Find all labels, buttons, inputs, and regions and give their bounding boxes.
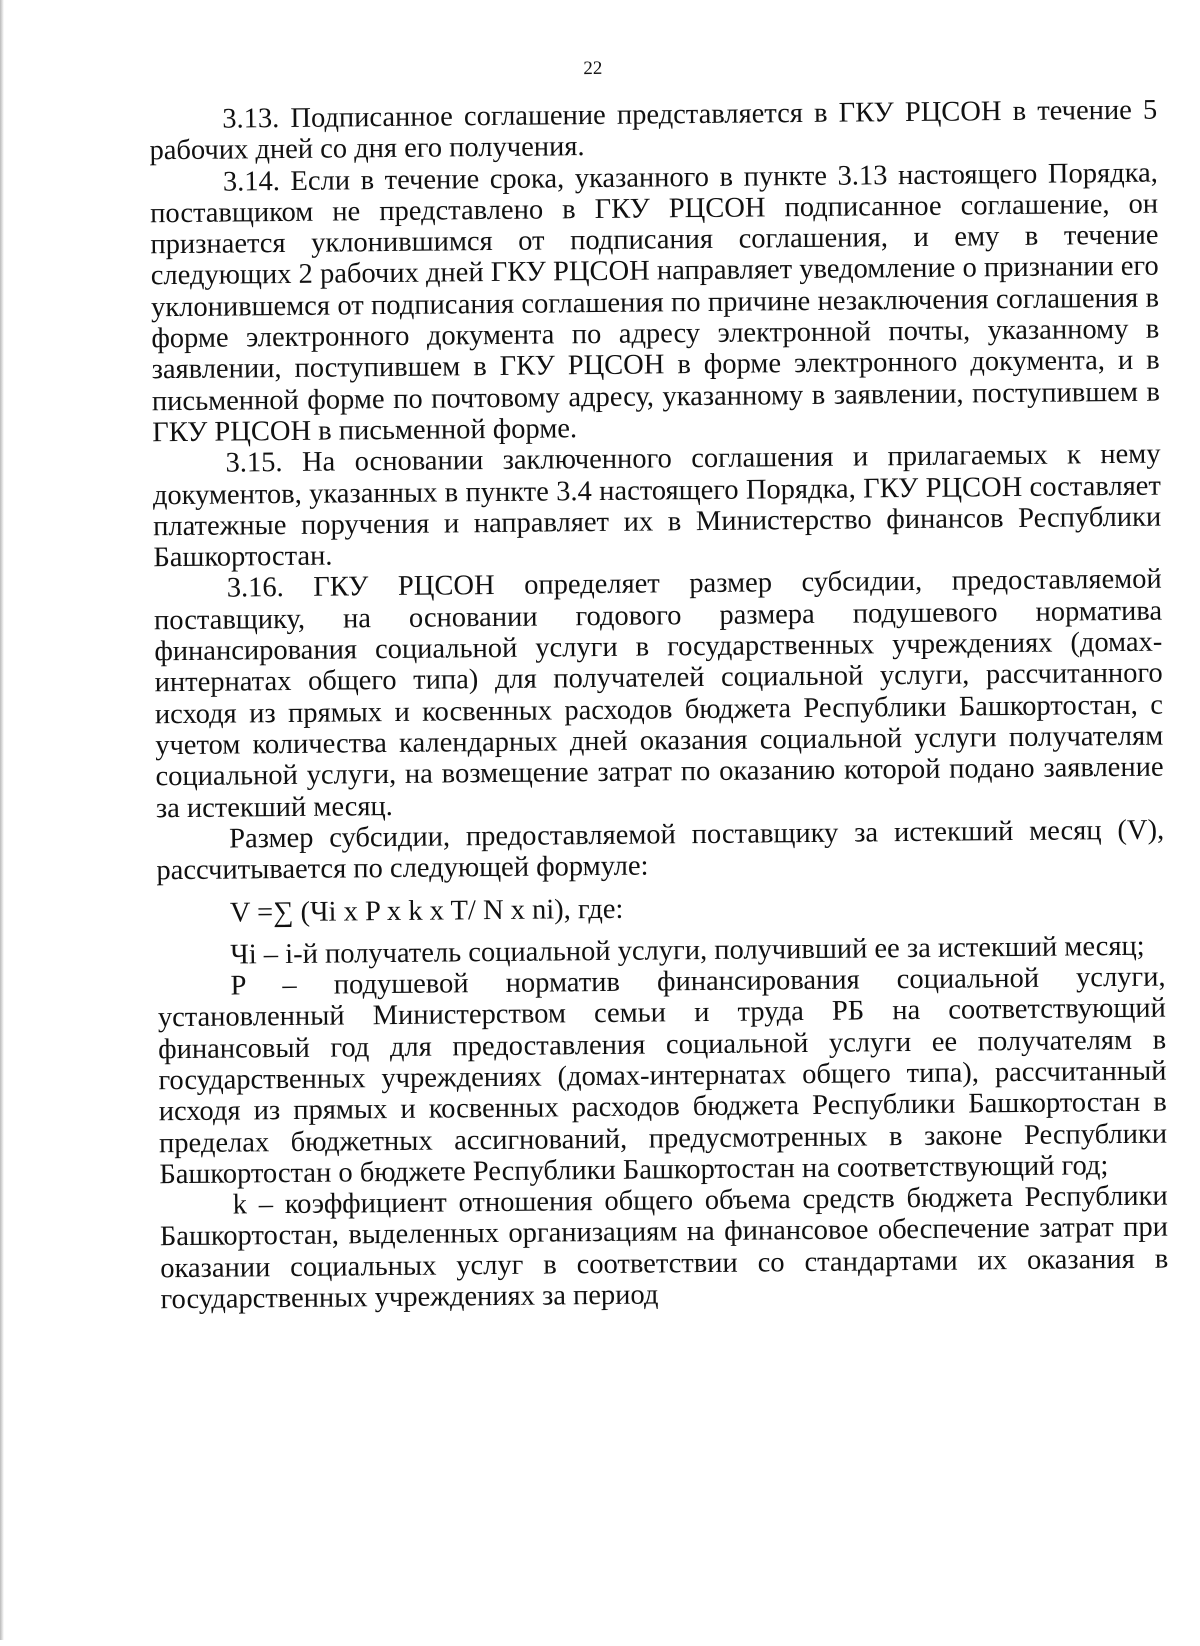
- subsidy-formula: V =∑ (Чi x P x k x T/ N x ni), где:: [229, 894, 624, 929]
- page-number: 22: [583, 57, 603, 80]
- document-body: [149, 95, 1169, 1316]
- paragraph-3-16: 3.16. ГКУ РЦСОН определяет размер субсидии, предоставляемой поставщику, на основании годового размера подушевого норматива финансирования социальной услуги в государственных учреждениях (домах-интернатах общего типа) для получателей социальной услуги, рассчитанного исходя из прямых и косвенных расходов бюджета Республики Башкортостан, с учетом количества календарных дней оказания социальной услуги получателям социальной услуги, на возмещение затрат по оказанию которой подано заявление за истекший месяц.: [153, 564, 1164, 824]
- definition-chi: Чi – i-й получатель социальной услуги, получивший ее за истекший месяц;: [230, 930, 1145, 971]
- paragraph-subsidy-size: Размер субсидии, предоставляемой поставщику за истекший месяц (V), рассчитывается по следующей формуле:: [156, 814, 1165, 887]
- paragraph-3-14: 3.14. Если в течение срока, указанного в пункте 3.13 настоящего Порядка, поставщиком не представлено в ГКУ РЦСОН подписанное соглашение, он признается уклонившимся от подписания соглашения, и ему в течение следующих 2 рабочих дней ГКУ РЦСОН направляет уведомление о признании его уклонившемся от подписания соглашения по причине незаключения соглашения в форме электронного документа по адресу электронной почты, указанному в заявлении, поступившем в ГКУ РЦСОН в форме электронного документа, и в письменной форме по почтовому адресу, указанному в заявлении, поступившем в ГКУ РЦСОН в письменной форме.: [150, 157, 1161, 449]
- definition-k: k – коэффициент отношения общего объема средств бюджета Республики Башкортостан, выделенных организациям на финансовое обеспечение затрат при оказании социальных услуг в соответствии со стандартами их оказания в государственных учреждениях за период: [159, 1180, 1169, 1316]
- paragraph-3-15: 3.15. На основании заключенного соглашения и прилагаемых к нему документов, указанных в пункте 3.4 настоящего Порядка, ГКУ РЦСОН составляет платежные поручения и направляет их в Министерство финансов Республики Башкортостан.: [152, 438, 1162, 574]
- paragraph-3-13: 3.13. Подписанное соглашение представляется в ГКУ РЦСОН в течение 5 рабочих дней со дня его получения.: [149, 94, 1158, 167]
- definition-p: P – подушевой норматив финансирования социальной услуги, установленный Министерством семьи и труда РБ на соответствующий финансовый год для предоставления социальной услуги ее получателям в государственных учреждениях (домах-интернатах общего типа), рассчитанный исходя из прямых и косвенных расходов бюджета Республики Башкортостан в пределах бюджетных ассигнований, предусмотренных в законе Республики Башкортостан о бюджете Республики Башкортостан на соответствующий год;: [157, 961, 1168, 1191]
